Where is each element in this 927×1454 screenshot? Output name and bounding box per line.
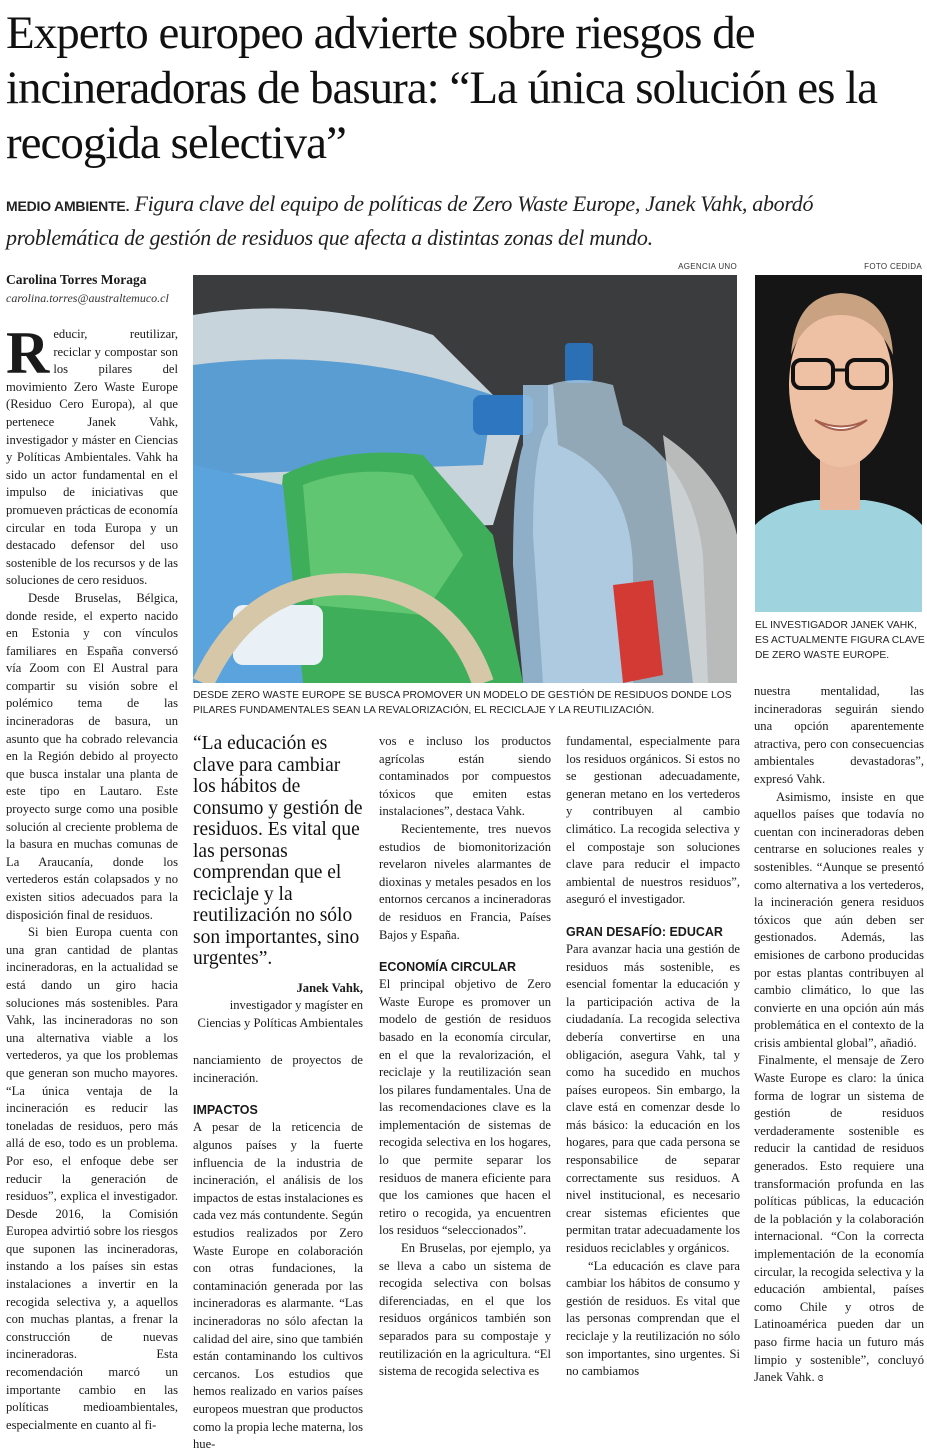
byline [6,272,181,306]
paragraph: “La educación es clave para cambiar los hábitos de consumo y gestión de residuos. Es vital que las personas comprendan que el reciclaje y la reutilización no sólo son importantes, sino urgentes. Si no cambiamos [566,1258,740,1379]
portrait-photo-janek-vahk [755,275,922,612]
paragraph: Desde Bruselas, Bélgica, donde reside, el experto nacido en Estonia y con vínculos familiares en España conversó vía Zoom con El Austral para compartir su visión sobre el polémico tema de las incineradoras de basura, un asunto que ha cobrado relevancia en la Región debido al proyecto que busca instalar una planta de este tipo en Lautaro. Este proyecto surge como una posible solución al creciente problema de la basura en muchas comunas de La Araucanía, donde los vertederos están colapsados y no existen sitios adecuados para la disposición final de residuos. [6,590,178,922]
paragraph: El principal objetivo de Zero Waste Europe es promover un modelo de gestión de residuos basado en la economía circular, en el que la revalorización, el reciclaje y la reutilización sean los pilares fundamentales. Una de las recomendaciones clave es la implementación de sistemas de recogida selectiva en los hogares, lo que permite separar los residuos de manera eficiente para que los camiones que hacen el retiro o recogida, ya encuentren los residuos “seleccionados”. [379,977,551,1238]
portrait-credit: FOTO CEDIDA [864,262,922,271]
paragraph: Asimismo, insiste en que aquellos países que todavía no cuentan con incineradoras deben centrarse en soluciones reales y sostenibles. “Aunque se presentó como alternativa a los vertederos, la incineración genera residuos tóxicos que aún deben ser gestionados. Además, las emisiones de carbono producidas por estas plantas contribuyen al cambio climático, lo que las convierte en una opción aún más problemática en el contexto de la crisis ambiental global”, añadió. [754,789,924,1050]
end-mark-icon: ɞ [817,1370,824,1385]
section-label: MEDIO AMBIENTE. [6,198,130,214]
main-photo-caption: DESDE ZERO WASTE EUROPE SE BUSCA PROMOVER UN MODELO DE GESTIÓN DE RESIDUOS DONDE LOS PILARES FUNDAMENTALES SEAN LA REVALORIZACIÓN, EL RECICLAJE Y LA REUTILIZACIÓN. [193,690,732,716]
subheading-economia-circular: ECONOMÍA CIRCULAR [379,960,517,975]
article-column-2 [193,733,363,1454]
pull-quote-attribution [193,980,363,1033]
photo-credit: AGENCIA UNO [678,262,737,271]
paragraph: A pesar de la reticencia de algunos países y la fuerte influencia de la industria de incineración, el análisis de los impactos de estas instalaciones es cada vez más contundente. Según estudios realizados por Zero Waste Europe en colaboración con otras fundaciones, la contaminación generada por las incineradoras es alarmante. “Las incineradoras no sólo afectan la calidad del aire, sino que también están contaminando los cultivos cercanos. Los estudios que hemos realizado en varios países europeos muestran que productos como la propia leche materna, los hue- [193,1120,363,1452]
portrait-caption: EL INVESTIGADOR JANEK VAHK, ES ACTUALMENTE FIGURA CLAVE DE ZERO WASTE EUROPE. [755,620,925,661]
paragraph: nuestra mentalidad, las incineradoras seguirán siendo una opción aparentemente atractiva, pero con consecuencias ambientales devastadoras”, expresó Vahk. [754,684,924,786]
paragraph: En Bruselas, por ejemplo, ya se lleva a cabo un sistema de recogida selectiva con bolsas diferenciadas, en el que los residuos orgánicos también son separados para su compostaje y reutilización en la agricultura. “El sistema de recogida selectiva es [379,1241,551,1379]
paragraph: Recientemente, tres nuevos estudios de biomonitorización revelaron niveles alarmantes de dioxinas y metales pesados en los entornos cercanos a incineradoras de residuos en Francia, Países Bajos y España. [379,821,551,942]
pull-quote-text: “La educación es clave para cambiar los hábitos de consumo y gestión de residuos. Es vital que las personas comprendan que el reciclaje y la reutilización no sólo son importantes, sino urgentes”. [193,733,363,969]
article-column-1 [6,320,178,1434]
deck-text: Figura clave del equipo de políticas de Zero Waste Europe, Janek Vahk, abordó problemática de gestión de residuos que afecta a distintas zonas del mundo. [6,191,814,250]
article-column-3 [379,733,551,1381]
deck [6,188,921,253]
headline: Experto europeo advierte sobre riesgos de incineradoras de basura: “La única solución es la recogida selectiva” [6,7,878,169]
main-photo-bottles [193,275,737,683]
paragraph: Para avanzar hacia una gestión de residuos más sostenible, es esencial fomentar la educación y la participación activa de la ciudadanía. La recogida selectiva debería convertirse en una obligación, asegura Vahk, tal y como ha sucedido en muchos países europeos. Sin embargo, la clave está en comenzar desde lo más básico: la educación en los hogares, para que cada persona se responsabilice de separar correctamente sus residuos. A nivel institucional, es necesario crear sistemas eficientes que permitan tratar adecuadamente los residuos reciclables y orgánicos. [566,941,740,1256]
pull-quote-author: Janek Vahk, [296,980,363,995]
paragraph [754,1052,924,1386]
subheading-gran-desafio: GRAN DESAFÍO: EDUCAR [566,924,723,939]
paragraph: fundamental, especialmente para los residuos orgánicos. Si estos no se gestionan adecuadamente, generan metano en los vertederos y contribuyen al cambio climático. La recogida selectiva y el compostaje son soluciones clave para reducir el impacto ambiental de nuestros residuos”, aseguró el investigador. [566,734,740,907]
author-name: Carolina Torres Moraga [6,272,147,287]
paragraph: vos e incluso los productos agrícolas están siendo contaminados por compuestos tóxicos que emiten estas instalaciones”, destaca Vahk. [379,734,551,819]
paragraph: educir, reutilizar, reciclar y compostar son los pilares del movimiento Zero Waste Europe (Residuo Cero Europa), al que pertenece Janek Vahk, investigador y máster en Ciencias y Políticas Ambientales. Vahk ha sido un actor fundamental en el impulso de iniciativas que promueven prácticas de economía circular en toda Europa y un destacado defensor del uso sostenible de los recursos y de las soluciones de cero residuos. [6,327,178,588]
paragraph-text: Finalmente, el mensaje de Zero Waste Europe es claro: la única forma de lograr un sistema de gestión de residuos verdaderamente sostenible es reducir la cantidad de residuos generados. Esto requiere una transformación profunda en las políticas públicas, la educación de la población y la colaboración internacional. “Con la correcta implementación de la economía circular, la recogida selectiva y la educación ambiental, países como Chile y otros de Latinoamérica pueden dar un paso firme hacia un futuro más limpio y sostenible”, concluyó Janek Vahk. [754,1053,924,1385]
pull-quote-role: investigador y magíster en Ciencias y Políticas Ambientales [197,998,363,1030]
author-email: carolina.torres@australtemuco.cl [6,291,169,305]
article-column-4 [566,733,740,1381]
drop-cap: R [6,320,50,386]
paragraph: nanciamiento de proyectos de incineración. [193,1053,363,1085]
article-header [6,6,921,253]
paragraph: Si bien Europa cuenta con una gran cantidad de plantas incineradoras, en la actualidad se está dando un giro hacia soluciones más sostenibles. Para Vahk, las incineradoras no son una alternativa viable a los vertederos, ya que los problemas que generan son mucho mayores. “La única ventaja de la incineración es reducir las toneladas de residuos, pero más allá de eso, todo es un problema. Por eso, el enfoque debe ser reducir la generación de residuos”, explica el investigador. Desde 2016, la Comisión Europea advirtió sobre los riesgos que suponen las incineradoras, instando a los países sin estas instalaciones a invertir en la recogida selectiva y, a aquellos con muchas plantas, a frenar la construcción de nuevas incineradoras. Esta recomendación marcó un importante cambio en las políticas medioambientales, especialmente en cuanto al fi- [6,925,178,1432]
article-column-5 [754,683,924,1387]
subheading-impactos: IMPACTOS [193,1103,258,1118]
